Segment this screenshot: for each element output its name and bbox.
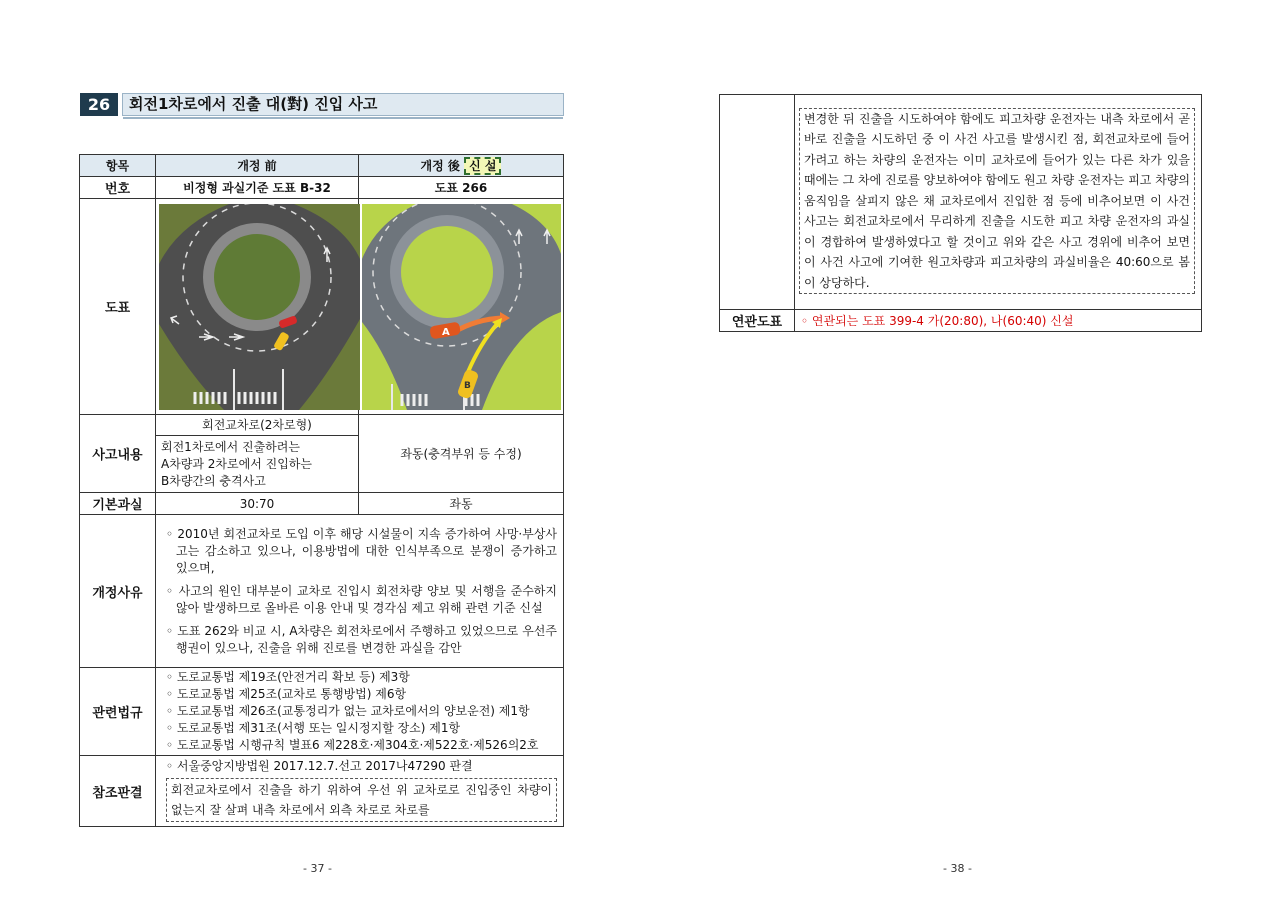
basic-before: 30:70 [156, 493, 359, 515]
row-label-reason: 개정사유 [80, 515, 156, 668]
page-number-left: - 37 - [303, 862, 332, 875]
continued-quote-cell [795, 95, 1202, 310]
roundabout-diagram-after [362, 204, 561, 410]
case-quote-part2: 변경한 뒤 진출을 시도하여야 함에도 피고차량 운전자는 내측 차로에서 곧바로 진출을 시도하던 중 이 사건 사고를 발생시킨 점, 회전교차로에 들어가려고 하는 차량의 운전자는 이미 교차로에 들어가 있는 다른 차가 있을 때에는 그 차에 진로를 양보하여야 함에도 원고 차량 운전자는 피고 차량의 움직임을 살피지 않은 채 교차로에서 진입한 점 등에 비추어보면 이 사건 사고는 회전교차로에서 무리하게 진출을 시도한 피고 차량 운전자의 과실이 경합하여 발생하였다고 할 것이고 위와 같은 사고 경위에 비추어 보면 이 사건 사고에 기여한 원고차량과 피고차량의 과실비율은 40:60으로 봄이 상당하다. [799, 108, 1195, 295]
law-item-1: ◦ 도로교통법 제19조(안전거리 확보 등) 제3항 [166, 670, 410, 684]
diagram-after [359, 199, 564, 415]
reason-item-1: ◦ 2010년 회전교차로 도입 이후 해당 시설물이 지속 증가하여 사망·부상사고는 감소하고 있으나, 이용방법에 대한 인식부족으로 분쟁이 증가하고 있으며, [166, 526, 557, 575]
basic-after: 좌동 [359, 493, 564, 515]
section-title-text: 회전1차로에서 진출 대(對) 진입 사고 [122, 93, 564, 116]
car-a-label: A [442, 326, 450, 338]
accident-after: 좌동(충격부위 등 수정) [359, 415, 564, 493]
section-number: 26 [80, 93, 118, 116]
law-item-4: ◦ 도로교통법 제31조(서행 또는 일시정지할 장소) 제1항 [166, 721, 461, 735]
row-label-number: 번호 [80, 177, 156, 199]
row-label-accident: 사고내용 [80, 415, 156, 493]
law-item-2: ◦ 도로교통법 제25조(교차로 통행방법) 제6항 [166, 687, 407, 701]
law-item-3: ◦ 도로교통법 제26조(교통정리가 없는 교차로에서의 양보운전) 제1항 [166, 704, 530, 718]
car-b-label: B [464, 380, 471, 391]
accident-before-line-2: A차량과 2차로에서 진입하는 [161, 457, 312, 471]
related-value: ◦ 연관되는 도표 399-4 가(20:80), 나(60:40) 신설 [795, 310, 1202, 332]
related-label: 연관도표 [720, 310, 795, 332]
header-after [359, 155, 564, 177]
revision-table [79, 154, 564, 827]
accident-before-line-1: 회전1차로에서 진출하려는 [161, 440, 300, 454]
law-content [156, 668, 564, 756]
case-content [156, 756, 564, 827]
diagram-before [156, 199, 359, 415]
header-before: 개정 前 [156, 155, 359, 177]
case-court: ◦ 서울중앙지방법원 2017.12.7.선고 2017나47290 판결 [166, 759, 473, 773]
accident-before-subheader: 회전교차로(2차로형) [156, 415, 358, 436]
continued-label-cell [720, 95, 795, 310]
number-after: 도표 266 [359, 177, 564, 199]
number-before: 비정형 과실기준 도표 B-32 [156, 177, 359, 199]
row-label-case: 참조판결 [80, 756, 156, 827]
reason-content [156, 515, 564, 668]
new-badge: 신 설 [464, 157, 501, 175]
case-quote-part1: 회전교차로에서 진출을 하기 위하여 우선 위 교차로로 진입중인 차량이 없는지 잘 살펴 내측 차로에서 외측 차로로 차로를 [166, 778, 557, 822]
page-number-right: - 38 - [943, 862, 972, 875]
row-label-basic: 기본과실 [80, 493, 156, 515]
row-label-law: 관련법규 [80, 668, 156, 756]
header-after-label: 개정 後 [420, 159, 465, 173]
accident-before-line-3: B차량간의 충격사고 [161, 474, 266, 488]
accident-before [156, 415, 359, 493]
section-title [80, 93, 564, 116]
law-item-5: ◦ 도로교통법 시행규칙 별표6 제228호·제304호·제522호·제526의2호 [166, 738, 539, 752]
reason-item-3: ◦ 도표 262와 비교 시, A차량은 회전차로에서 주행하고 있었으므로 우선주행권이 있으나, 진출을 위해 진로를 변경한 과실을 감안 [166, 623, 557, 655]
continued-table [719, 94, 1202, 332]
roundabout-diagram-before [159, 204, 360, 410]
header-item: 항목 [80, 155, 156, 177]
row-label-diagram: 도표 [80, 199, 156, 415]
reason-item-2: ◦ 사고의 원인 대부분이 교차로 진입시 회전차량 양보 및 서행을 준수하지 않아 발생하므로 올바른 이용 안내 및 경각심 제고 위해 관련 기준 신설 [166, 583, 557, 615]
